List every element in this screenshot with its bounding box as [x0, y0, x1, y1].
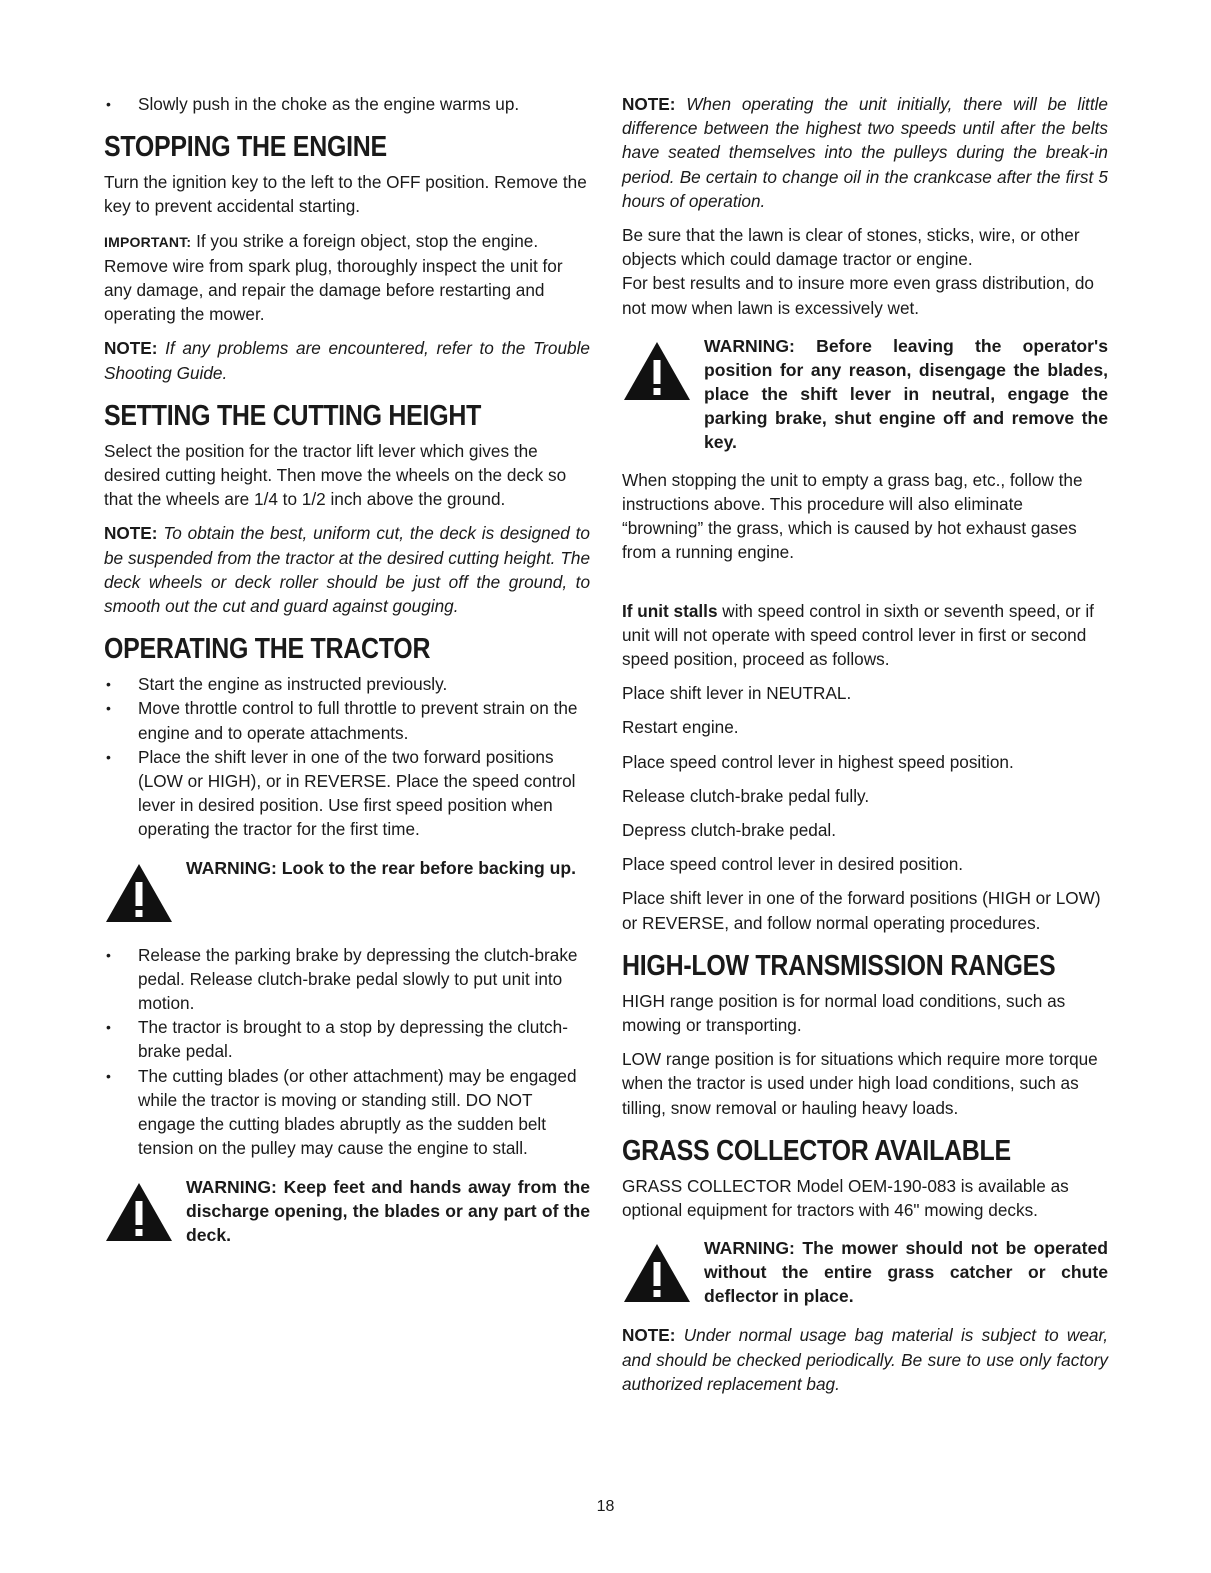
bullet-list-operating-2 — [104, 943, 590, 1161]
left-column — [104, 92, 590, 1262]
important-label: IMPORTANT: — [104, 233, 192, 250]
warning-text: WARNING: Look to the rear before backing up. — [186, 857, 577, 878]
important-paragraph — [104, 229, 590, 327]
note-label: NOTE: — [104, 338, 158, 359]
list-item: • Release the parking brake by depressing the clutch-brake pedal. Release clutch-brake pedal slowly to put unit into motion. — [104, 943, 590, 1016]
important-text: If you strike a foreign object, stop the engine. Remove wire from spark plug, thoroughly inspect the unit for any damage, and repair the damage before restarting and operating the mower. — [104, 230, 563, 325]
step: Depress clutch-brake pedal. — [622, 820, 836, 841]
note-label: NOTE: — [622, 94, 676, 114]
warning-triangle-icon — [622, 334, 704, 407]
paragraph: Select the position for the tractor lift lever which gives the desired cutting height. Then move the wheels on the deck so that the wheels are 1/4 to 1/2 inch above the ground. — [104, 440, 567, 510]
heading-transmission-ranges: HIGH-LOW TRANSMISSION RANGES — [622, 949, 1056, 982]
note-paragraph — [104, 521, 590, 618]
bullet-list-operating-1 — [104, 672, 590, 841]
paragraph: Be sure that the lawn is clear of stones, sticks, wire, or other objects which could damage tractor or engine. — [622, 225, 1080, 270]
warning-block — [622, 334, 1108, 454]
step: Place speed control lever in highest speed position. — [622, 751, 1014, 772]
note-text: When operating the unit initially, there will be little difference between the highest two speeds until after the belts have seated themselves into the pulleys during the break-in period. Be certain to change oil in the crankcase after the first 5 hours of operation. — [622, 94, 1108, 211]
list-item: • The tractor is brought to a stop by depressing the clutch-brake pedal. — [104, 1015, 590, 1063]
list-item: • Place the shift lever in one of the two forward positions (LOW or HIGH), or in REVERSE. Place the speed control lever in desired position. Use first speed position when operating the tractor for the first time. — [104, 745, 590, 842]
warning-text: WARNING: Keep feet and hands away from the discharge opening, the blades or any part of the deck. — [186, 1176, 590, 1245]
list-item: • Slowly push in the choke as the engine warms up. — [104, 92, 590, 116]
paragraph: LOW range position is for situations which require more torque when the tractor is used under high load conditions, such as tilling, snow removal or hauling heavy loads. — [622, 1049, 1098, 1118]
stall-label: If unit stalls — [622, 600, 718, 621]
paragraph: HIGH range position is for normal load conditions, such as mowing or transporting. — [622, 990, 1066, 1036]
list-item: • Start the engine as instructed previously. — [104, 672, 590, 696]
paragraph: For best results and to insure more even grass distribution, do not mow when lawn is excessively wet. — [622, 273, 1094, 318]
stall-text: with speed control in sixth or seventh speed, or if unit will not operate with speed control lever in first or second speed position, proceed as follows. — [622, 600, 1094, 670]
step: Place speed control lever in desired position. — [622, 854, 964, 875]
paragraph: When stopping the unit to empty a grass bag, etc., follow the instructions above. This procedure will also eliminate “browning” the grass, which is caused by hot exhaust gases from a running engine. — [622, 469, 1083, 563]
warning-text: WARNING: Before leaving the operator's position for any reason, disengage the blades, place the shift lever in neutral, engage the parking brake, shut engine off and remove the key. — [704, 335, 1108, 452]
note-paragraph — [622, 92, 1108, 213]
heading-stopping-engine: STOPPING THE ENGINE — [104, 131, 387, 164]
list-item: • The cutting blades (or other attachment) may be engaged while the tractor is moving or standing still. DO NOT engage the cutting blades abruptly as the sudden belt tension on the pulley may cause the engine to stall. — [104, 1064, 590, 1161]
paragraph: GRASS COLLECTOR Model OEM-190-083 is available as optional equipment for tractors with 46" mowing decks. — [622, 1175, 1069, 1221]
heading-cutting-height: SETTING THE CUTTING HEIGHT — [104, 399, 482, 432]
step: Restart engine. — [622, 717, 739, 738]
note-label: NOTE: — [104, 523, 158, 544]
warning-block — [104, 1175, 590, 1248]
warning-triangle-icon — [104, 856, 186, 929]
step: Release clutch-brake pedal fully. — [622, 785, 870, 806]
step: Place shift lever in one of the forward positions (HIGH or LOW) or REVERSE, and follow normal operating procedures. — [622, 888, 1101, 933]
warning-block — [622, 1236, 1108, 1309]
note-text: Under normal usage bag material is subject to wear, and should be checked periodically. Be sure to use only factory authorized replacement bag. — [622, 1325, 1108, 1394]
warning-triangle-icon — [622, 1236, 704, 1309]
warning-block — [104, 856, 590, 929]
step: Place shift lever in NEUTRAL. — [622, 683, 852, 704]
note-text: To obtain the best, uniform cut, the deck is designed to be suspended from the tractor at the desired cutting height. The deck wheels or deck roller should be just off the ground, to smooth out the cut and guard against gouging. — [104, 523, 590, 617]
list-item: • Move throttle control to full throttle to prevent strain on the engine and to operate attachments. — [104, 696, 590, 744]
note-text: If any problems are encountered, refer to the Trouble Shooting Guide. — [104, 338, 590, 383]
note-paragraph — [104, 336, 590, 384]
right-column — [622, 92, 1108, 1406]
stall-paragraph — [622, 599, 1108, 672]
paragraph: Turn the ignition key to the left to the OFF position. Remove the key to prevent accidental starting. — [104, 172, 587, 217]
warning-text: WARNING: The mower should not be operated without the entire grass catcher or chute deflector in place. — [704, 1238, 1108, 1307]
page-number: 18 — [596, 1498, 615, 1515]
note-paragraph — [622, 1323, 1108, 1396]
heading-operating-tractor: OPERATING THE TRACTOR — [104, 633, 431, 666]
warning-triangle-icon — [104, 1175, 186, 1248]
heading-grass-collector: GRASS COLLECTOR AVAILABLE — [622, 1134, 1011, 1167]
note-label: NOTE: — [622, 1325, 676, 1346]
bullet-list-choke — [104, 92, 590, 116]
